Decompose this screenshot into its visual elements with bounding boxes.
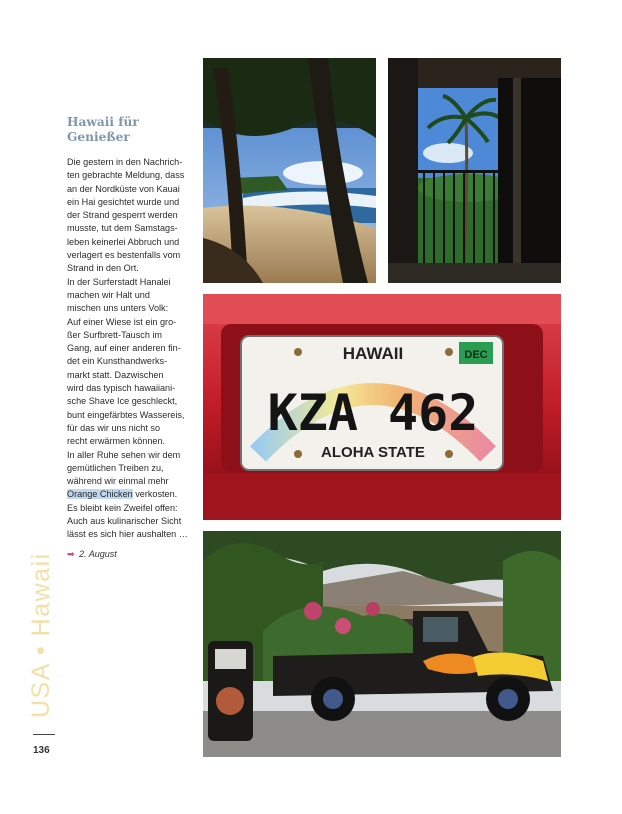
body-line: machen wir Halt und — [67, 289, 150, 300]
body-line: lässt es sich hier aushalten … — [67, 529, 188, 540]
body-line: ten gebrachte Meldung, dass — [67, 170, 185, 181]
body-line: für das wir uns nicht so — [67, 422, 160, 433]
article-date — [67, 549, 117, 560]
body-line: musste, tut dem Samstags- — [67, 223, 178, 234]
body-line: Die gestern in den Nachrich- — [67, 157, 183, 167]
title-line: Hawaii für — [67, 115, 139, 129]
body-line: Gang, auf einer anderen fin- — [67, 343, 181, 354]
body-line-highlighted — [67, 488, 203, 501]
body-line: wird das typisch hawaiiani- — [67, 383, 176, 394]
beach-photo — [203, 58, 376, 283]
article-body — [67, 156, 203, 542]
divider — [33, 734, 55, 735]
body-line: verlagert es bestenfalls vom — [67, 250, 181, 261]
license-plate-photo — [203, 294, 561, 520]
body-line: leben keinerlei Abbruch und — [67, 236, 180, 247]
body-line: sche Shave Ice geschleckt, — [67, 396, 178, 407]
body-line: an der Nordküste von Kauai — [67, 183, 180, 194]
body-line: ein Hai gesichtet wurde und — [67, 196, 180, 207]
arrow-right-icon: ➡ — [67, 549, 75, 559]
text-selection-highlight[interactable]: Orange Chicken — [67, 489, 133, 500]
body-line: recht erwärmen können. — [67, 436, 166, 447]
title-line: Genießer — [67, 130, 130, 144]
body-line: In aller Ruhe sehen wir dem — [67, 449, 181, 460]
body-line: det ein Kunsthandwerks- — [67, 356, 168, 367]
body-line: während wir einmal mehr — [67, 476, 169, 487]
plate-number: KZA 462 — [267, 384, 479, 442]
body-line: gemütlichen Treiben zu, — [67, 462, 164, 473]
body-line: In der Surferstadt Hanalei — [67, 276, 171, 287]
plate-slogan: ALOHA STATE — [321, 444, 425, 461]
body-line: der Strand gesperrt werden — [67, 210, 178, 221]
body-line: Strand in den Ort. — [67, 263, 139, 274]
plate-state: HAWAII — [342, 344, 404, 363]
truck-photo — [203, 531, 561, 757]
body-line: ßer Surfbrett-Tausch im — [67, 329, 163, 340]
body-line: Es bleibt kein Zweifel offen: — [67, 502, 178, 513]
body-line: Auf einer Wiese ist ein gro- — [67, 316, 177, 327]
date-text: 2. August — [79, 549, 117, 559]
body-line: markt statt. Dazwischen — [67, 369, 164, 380]
page-number: 136 — [33, 745, 50, 756]
body-line: Auch aus kulinarischer Sicht — [67, 516, 182, 527]
body-line: mischen uns unters Volk: — [67, 303, 169, 314]
porch-photo — [388, 58, 561, 283]
section-label: USA • Hawaii — [27, 552, 55, 718]
article-title — [67, 115, 199, 145]
plate-sticker: DEC — [464, 349, 488, 361]
body-line-rest: verkosten. — [132, 489, 178, 500]
body-line: bunt eingefärbtes Wassereis, — [67, 409, 185, 420]
